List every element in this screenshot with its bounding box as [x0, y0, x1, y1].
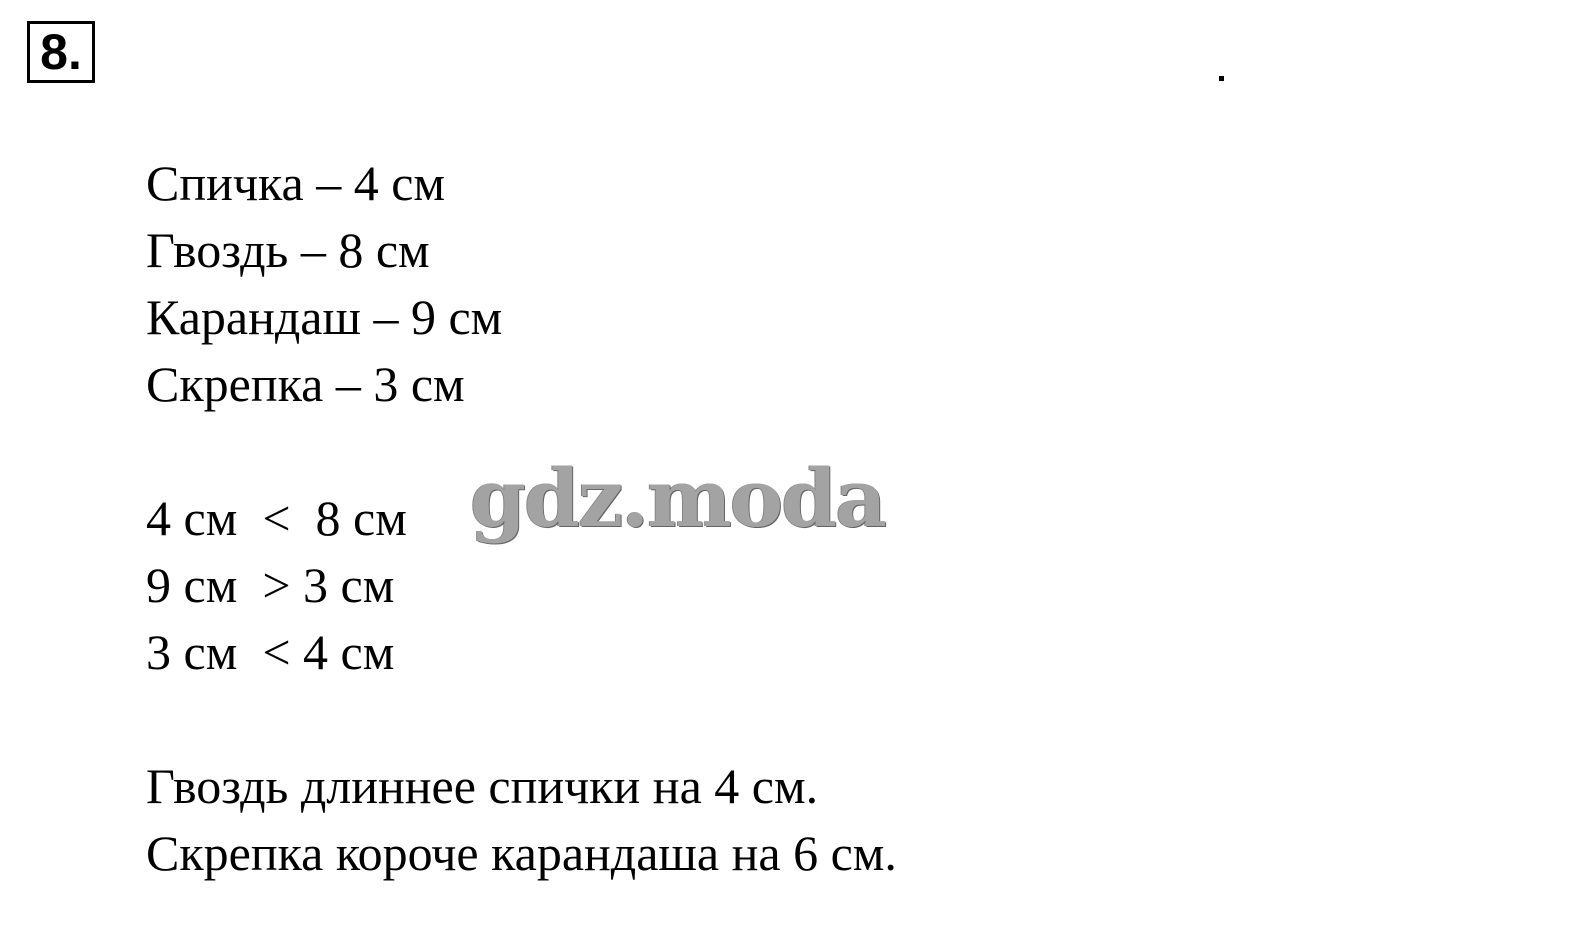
- task-number: 8.: [27, 21, 95, 83]
- stray-dot: [1219, 76, 1224, 81]
- measurement-match: Спичка – 4 см: [146, 155, 446, 211]
- measurement-pencil: Карандаш – 9 см: [146, 289, 503, 345]
- comparison-3: 3 см < 4 см: [146, 624, 395, 680]
- measurement-nail: Гвоздь – 8 см: [146, 222, 430, 278]
- comparison-2: 9 см > 3 см: [146, 557, 395, 613]
- watermark: gdz.moda: [470, 451, 885, 545]
- measurement-paperclip: Скрепка – 3 см: [146, 356, 465, 412]
- conclusion-nail-vs-match: Гвоздь длиннее спички на 4 см.: [146, 758, 819, 814]
- comparison-1: 4 см < 8 см: [146, 490, 407, 546]
- conclusion-paperclip-vs-pencil: Скрепка короче карандаша на 6 см.: [146, 825, 897, 881]
